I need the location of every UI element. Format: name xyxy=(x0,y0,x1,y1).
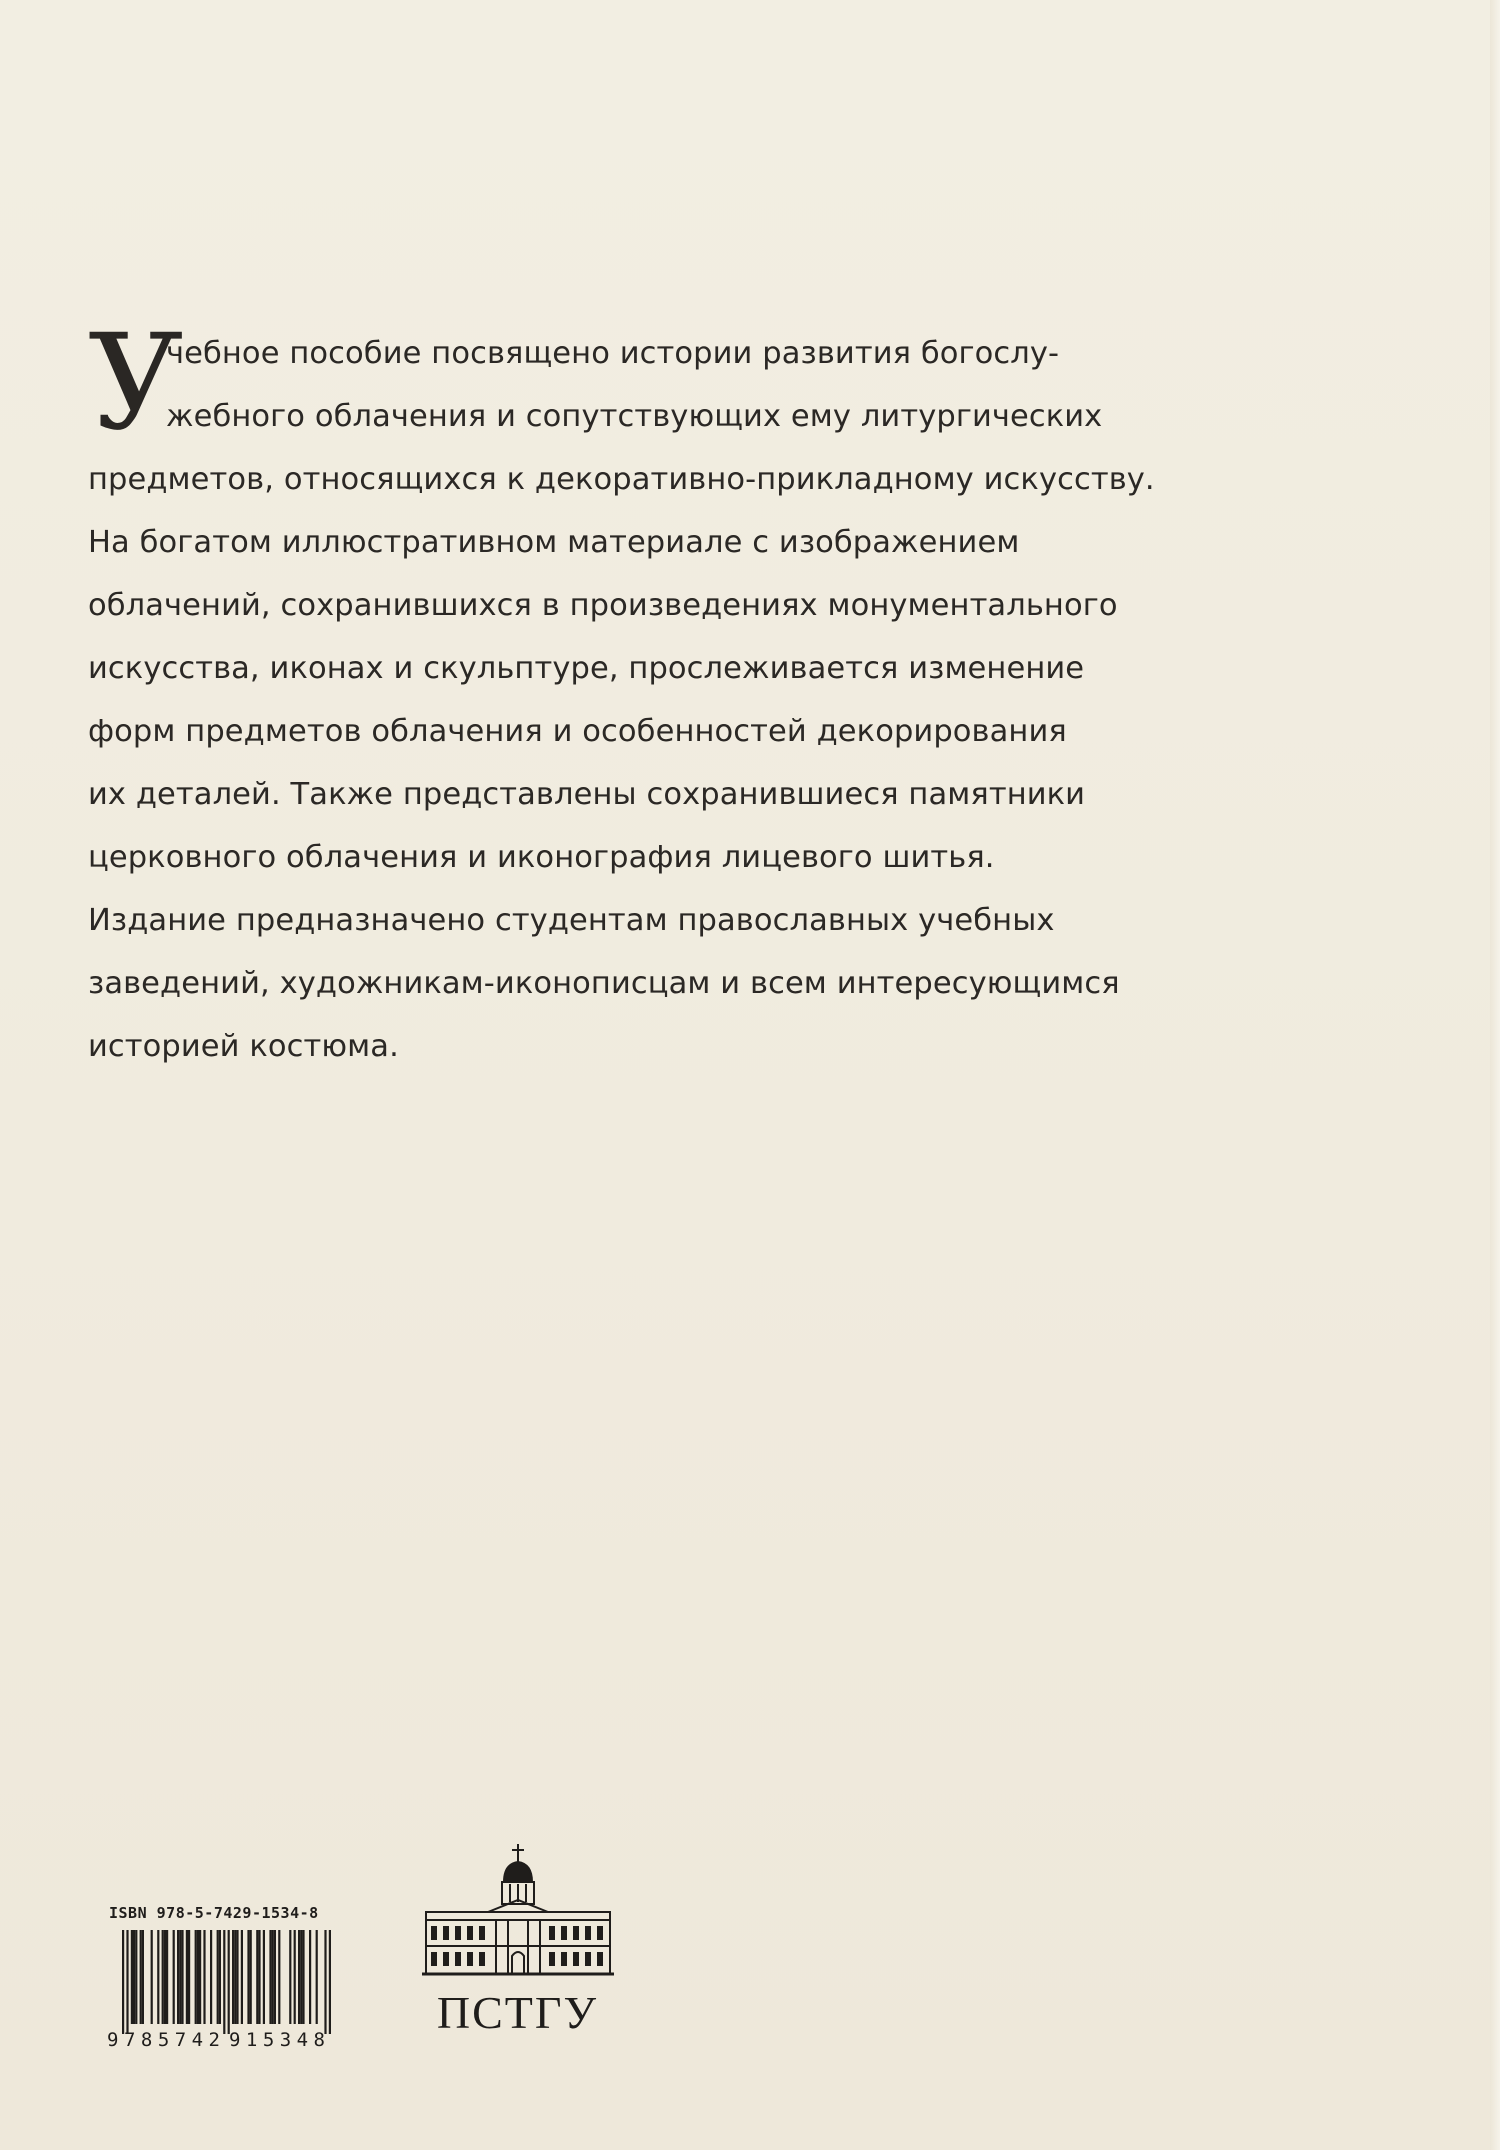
barcode-bar xyxy=(298,1930,300,2024)
barcode-bar xyxy=(294,1930,296,2024)
logo-window xyxy=(585,1952,591,1966)
barcode-bar xyxy=(269,1930,271,2024)
logo-window xyxy=(561,1952,567,1966)
barcode-bar xyxy=(316,1930,318,2024)
barcode-bar xyxy=(122,1930,124,2034)
barcode-bar xyxy=(151,1930,153,2024)
logo-window xyxy=(479,1952,485,1966)
description-line: их деталей. Также представлены сохранившиеся памятники xyxy=(88,777,1086,812)
barcode-bar xyxy=(188,1930,190,2024)
description-line: На богатом иллюстративном материале с изображением xyxy=(88,525,1020,560)
barcode-bar xyxy=(195,1930,197,2024)
barcode-bar xyxy=(142,1930,144,2024)
barcode-bar xyxy=(203,1930,205,2024)
barcode-bar xyxy=(133,1930,135,2024)
isbn-block xyxy=(105,1904,345,2050)
barcode-first-digit: 9 xyxy=(107,2029,119,2050)
barcode-bar xyxy=(324,1930,326,2034)
barcode-bar xyxy=(228,1930,230,2034)
barcode-bar xyxy=(162,1930,164,2024)
barcode-bar xyxy=(258,1930,260,2024)
book-description xyxy=(88,306,1155,1078)
barcode-bar xyxy=(256,1930,258,2024)
barcode-bar xyxy=(223,1930,225,2034)
barcode-bar xyxy=(157,1930,159,2024)
description-line: предметов, относящихся к декоративно-прикладному искусству. xyxy=(88,462,1155,497)
barcode-bar xyxy=(272,1930,274,2024)
logo-window xyxy=(455,1926,461,1940)
barcode-bar xyxy=(278,1930,280,2024)
barcode-bar xyxy=(173,1930,175,2024)
barcode-bar xyxy=(181,1930,183,2024)
barcode-icon xyxy=(105,1930,345,2050)
logo-window xyxy=(479,1926,485,1940)
barcode-bar xyxy=(131,1930,133,2024)
barcode-bar xyxy=(263,1930,265,2024)
logo-window xyxy=(431,1926,437,1940)
barcode-bar xyxy=(177,1930,179,2024)
logo-window xyxy=(443,1952,449,1966)
barcode-left-digits: 785742 xyxy=(124,2029,220,2050)
description-line: историей костюма. xyxy=(88,1029,399,1064)
barcode-bar xyxy=(241,1930,243,2024)
logo-window xyxy=(597,1926,603,1940)
description-line: заведений, художникам-иконописцам и всем интересующимся xyxy=(88,966,1120,1001)
barcode-bar xyxy=(250,1930,252,2024)
barcode-bar xyxy=(236,1930,238,2024)
logo-window xyxy=(467,1926,473,1940)
barcode-right-digits: 915348 xyxy=(229,2029,325,2050)
description-line: Издание предназначено студентам православных учебных xyxy=(88,903,1055,938)
logo-window xyxy=(549,1926,555,1940)
barcode-bar xyxy=(289,1930,291,2024)
barcode-bar xyxy=(140,1930,142,2024)
logo-window xyxy=(467,1952,473,1966)
barcode-bar xyxy=(164,1930,166,2024)
cover-edge xyxy=(1490,0,1500,2150)
barcode-bar xyxy=(186,1930,188,2024)
cathedral-building-icon xyxy=(418,1842,618,1982)
barcode-bar xyxy=(179,1930,181,2024)
barcode-bar xyxy=(210,1930,212,2024)
barcode-bar xyxy=(219,1930,221,2024)
barcode-bar xyxy=(234,1930,236,2024)
drop-cap: У xyxy=(88,306,184,460)
barcode-bar xyxy=(274,1930,276,2024)
logo-window xyxy=(455,1952,461,1966)
barcode-bar xyxy=(166,1930,168,2024)
description-line: искусства, иконах и скульптуре, прослеживается изменение xyxy=(88,651,1085,686)
barcode-bar xyxy=(309,1930,311,2024)
isbn-label: ISBN 978-5-7429-1534-8 xyxy=(109,1904,319,1922)
description-line: чебное пособие посвящено истории развития богослу- xyxy=(166,336,1060,371)
description-line: форм предметов облачения и особенностей декорирования xyxy=(88,714,1067,749)
barcode-bar xyxy=(300,1930,302,2024)
logo-window xyxy=(443,1926,449,1940)
logo-window xyxy=(573,1952,579,1966)
barcode-bar xyxy=(217,1930,219,2024)
barcode-bar xyxy=(135,1930,137,2024)
publisher-name: ПСТГУ xyxy=(436,1987,599,2038)
logo-window xyxy=(597,1952,603,1966)
barcode-bar xyxy=(329,1930,331,2034)
barcode-bar xyxy=(247,1930,249,2024)
description-line: церковного облачения и иконография лицевого шитья. xyxy=(88,840,995,875)
description-line: облачений, сохранившихся в произведениях монументального xyxy=(88,588,1118,623)
barcode-bar xyxy=(232,1930,234,2024)
description-line: жебного облачения и сопутствующих ему литургических xyxy=(166,399,1103,434)
barcode-bar xyxy=(199,1930,201,2024)
barcode-bar xyxy=(302,1930,304,2024)
publisher-logo xyxy=(415,1842,620,2038)
barcode-bar xyxy=(126,1930,128,2034)
logo-window xyxy=(549,1952,555,1966)
barcode-bar xyxy=(197,1930,199,2024)
logo-window xyxy=(431,1952,437,1966)
logo-window xyxy=(585,1926,591,1940)
logo-window xyxy=(561,1926,567,1940)
logo-window xyxy=(573,1926,579,1940)
